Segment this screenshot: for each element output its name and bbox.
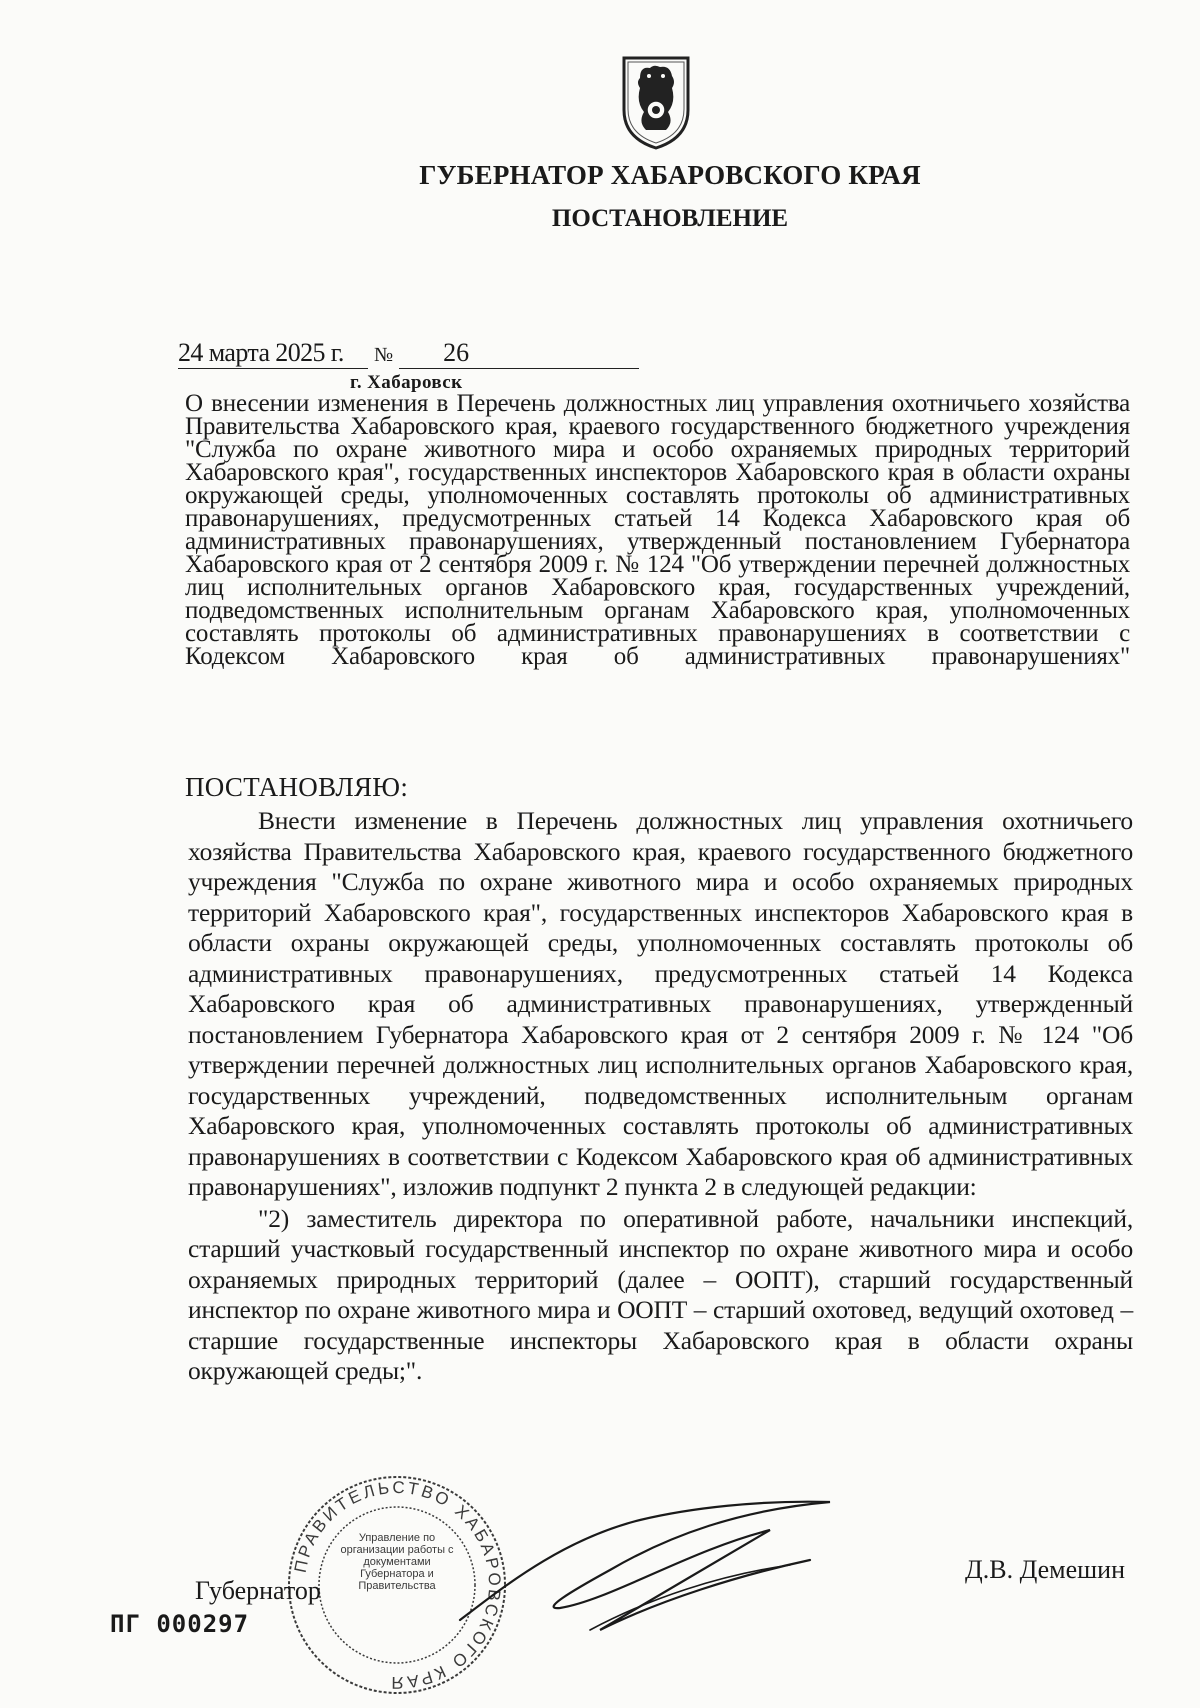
document-body: [188, 806, 1133, 1387]
handwritten-signature: [440, 1480, 910, 1660]
document-number: 26: [399, 338, 639, 369]
signer-name: Д.В. Демешин: [965, 1555, 1126, 1584]
body-paragraph: "2) заместитель директора по оперативной работе, начальники инспекций, старший участковый государственный инспектор по охране животного мира и особо охраняемых природных территорий (далее – ООПТ), старший государственный инспектор по охране животного мира и ООПТ – старший охотовед, ведущий охотовед – старшие государственные инспекторы Хабаровского края в области охраны окружающей среды;".: [188, 1203, 1133, 1385]
document-city: г. Хабаровск: [350, 372, 463, 393]
serial-number: ПГ 000297: [110, 1610, 250, 1638]
signer-position: Губернатор: [195, 1576, 321, 1605]
stamp-outer-text: ПРАВИТЕЛЬСТВО ХАБАРОВСКОГО КРАЯ: [290, 1477, 505, 1693]
body-paragraph: Внести изменение в Перечень должностных лиц управления охотничьего хозяйства Правительства Хабаровского края, краевого государственного бюджетного учреждения "Служба по охране животного мира и особо охраняемых природных территорий Хабаровского края", государственных инспекторов Хабаровского края в области охраны окружающей среды, уполномоченных составлять протоколы об административных правонарушениях, предусмотренных статьей 14 Кодекса Хабаровского края об административных правонарушениях, утвержденный постановлением Губернатора Хабаровского края от 2 сентября 2009 г. № 124 "Об утверждении перечней должностных лиц исполнительных органов Хабаровского края, государственных учреждений, подведомственных исполнительным органам Хабаровского края, уполномоченных составлять протоколы об административных правонарушениях в соответствии с Кодексом Хабаровского края об административных правонарушениях", изложив подпункт 2 пункта 2 в следующей редакции:: [188, 806, 1133, 1201]
decree-word: ПОСТАНОВЛЯЮ:: [185, 772, 409, 802]
document-date: 24 марта 2025 г.: [178, 338, 368, 369]
document-type: ПОСТАНОВЛЕНИЕ: [551, 205, 789, 232]
number-sign: №: [374, 344, 394, 366]
stamp-inner-text: Управление по организации работы с документами Губернатора и Правительства: [340, 1532, 454, 1592]
issuer-title: ГУБЕРНАТОР ХАБАРОВСКОГО КРАЯ: [419, 160, 921, 190]
document-subject: О внесении изменения в Перечень должностных лиц управления охотничьего хозяйства Правительства Хабаровского края, краевого государственного бюджетного учреждения "Служба по охране животного мира и особо охраняемых природных территорий Хабаровского края", государственных инспекторов Хабаровского края в области охраны окружающей среды, уполномоченных составлять протоколы об административных правонарушениях, предусмотренных статьей 14 Кодекса Хабаровского края об административных правонарушениях, утвержденный постановлением Губернатора Хабаровского края от 2 сентября 2009 г. № 124 "Об утверждении перечней должностных лиц исполнительных органов Хабаровского края, государственных учреждений, подведомственных исполнительным органам Хабаровского края, уполномоченных составлять протоколы об административных правонарушениях в соответствии с Кодексом Хабаровского края об административных правонарушениях": [185, 390, 1130, 670]
khabarovsk-coat-of-arms-icon: [618, 52, 694, 152]
date-number-line: [178, 338, 639, 369]
